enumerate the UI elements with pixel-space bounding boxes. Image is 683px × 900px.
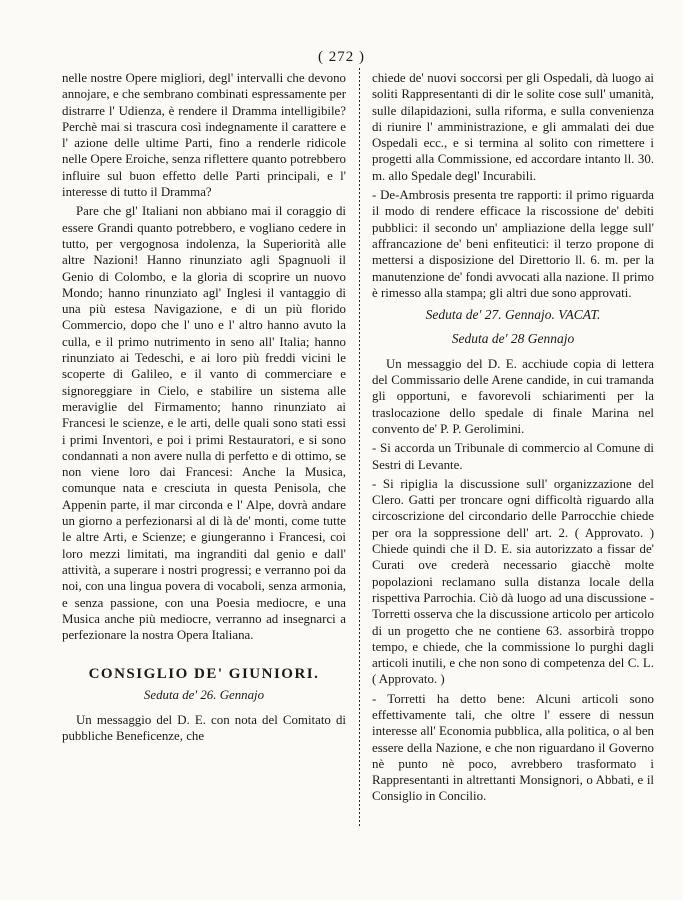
- right-paragraph-5: - Si ripiglia la discussione sull' organizzazione del Clero. Gatti per troncare ogni difficoltà riguardo alla circoscrizione del circondario delle Parrocchie chiede per ora la soppressione dell' art. 2. ( Approvato. ) Chiede quindi che il D. E. sia autorizzato a fissar de' Curati ove crederà necessario giacchè molte popolazioni reclamano sulla distanza locale della rispettiva Parrochia. Ciò dà luogo ad una discussione - Torretti osserva che la discussione articolo per articolo di un progetto che ne contiene 63. assorbirà troppo tempo, e chiede, che la commissione lo purghi dagli articoli inutili, e che non sono di competenza del C. L. ( Approvato. ): [372, 476, 654, 687]
- council-title: CONSIGLIO DE' GIUNIORI.: [88, 666, 320, 683]
- session-26-title: Seduta de' 26. Gennajo: [143, 687, 265, 702]
- right-paragraph-4: - Si accorda un Tribunale di commercio al Comune di Sestri di Levante.: [372, 441, 654, 472]
- right-paragraph-2: - De-Ambrosis presenta tre rapporti: il primo riguarda il modo di rendere efficace la riscossione de' debiti pubblici: il secondo un' ampliazione della legge sull' affrancazione de' beni enfiteutici: il terzo propone di mettersi a disposizione del Direttorio ll. 6. m. per la manutenzione de' fondi avvocati alla nazione. Il primo è rimesso alla stampa; gli altri due sono approvati.: [372, 188, 654, 300]
- left-paragraph-1: nelle nostre Opere migliori, degl' intervalli che devono annojare, e che sembrano combinati espressamente per distrarre l' Udienza, è rendere il Dramma intelligibile? Perchè mai si trascura così indegnamente il carattere e l' azione delle ultime Parti, fino a renderle ridicole nelle Opere Eroiche, senza riflettere quanto potrebbero influire sul buon effetto delle Parti principali, e l' interesse di tutto il Dramma?: [62, 71, 346, 200]
- page-number: ( 272 ): [318, 49, 365, 65]
- left-paragraph-2: Pare che gl' Italiani non abbiano mai il coraggio di essere Grandi quanto potrebbero, e vogliano cedere in tutto, per vergognosa indolenza, la Superiorità alle altre Nazioni! Hanno rinunziato agli Spagnuoli il Genio di Colombo, e la gloria di scoprire un nuovo Mondo; hanno rinunziato agl' Inglesi il vantaggio di una più estesa Navigazione, e di un più florido Commercio, dopo che l' uno e l' altro hanno avuto la culla, e il primo nutrimento in seno all' Italia; hanno rinunziato ai Tedeschi, e ai loro più freddi vicini le scoperte di Galileo, e il vanto di commerciare e signoreggiare in Cielo, e stabilire un sistema alle meraviglie del Firmamento; hanno rinunziato ai Francesi le scienze, e le arti, delle quali sono stati essi i primi Inventori, e poi i primi Restauratori, e si sono condannati a non avere nulla di perfetto e di ottimo, se non viene loro dai Francesi: Anche la Musica, comunque nata e cresciuta in questa Penisola, che Appenin parte, il mar circonda e l' Alpe, dovrà andare un giorno a perfezionarsi al di là de' monti, come tutte le altre Arti, e Scienze; e giungeranno i Francesi, coi loro mezzi limitati, ma ingranditi dal genio e dall' attività, a superare i nostri progressi; e verranno poi da noi, con una lingua povera di vocaboli, senza armonia, e senza passione, con una Poesia mediocre, e una Musica anche più mediocre, verranno ad insegnarci a perfezionare la nostra Opera Italiana.: [62, 204, 346, 643]
- session-28-title: Seduta de' 28 Gennajo: [451, 331, 575, 347]
- column-divider: [359, 68, 360, 828]
- right-paragraph-6: - Torretti ha detto bene: Alcuni articoli sono effettivamente tali, che oltre l' essere di nessun interesse all' Economia pubblica, alla politica, o al ben essere della Nazione, e che non riguardano il Governo nè punto nè poco, avrebbero trasformato i Rappresentanti in altrettanti Monsignori, o Abbati, e il Consiglio in Concilio.: [372, 691, 654, 804]
- left-closing-paragraph: Un messaggio del D. E. con nota del Comitato di pubbliche Beneficenze, che: [62, 712, 346, 744]
- right-paragraph-3: Un messaggio del D. E. acchiude copia di lettera del Commissario delle Arene candide, in cui tramanda gli opportuni, e favorevoli schiarimenti per la traslocazione dello spedale di finale Marina nel convento de' P. P. Gerolimini.: [372, 356, 654, 436]
- left-column: [62, 70, 346, 745]
- session-27-title: Seduta de' 27. Gennajo. VACAT.: [425, 307, 601, 323]
- right-column: [372, 70, 654, 805]
- right-paragraph-1: chiede de' nuovi soccorsi per gli Ospedali, dà luogo ai soliti Rappresentanti di dir le solite cose sull' umanità, sulle dilapidazioni, sulla riforma, e sulla convenienza di riunire l' amministrazione, e gli ammalati dei due Ospedali ecc., e si termina al solito con rimettere i progetti alla Commissione, ed accordare intanto ll. 30. m. allo Spedale degl' Incurabili.: [372, 71, 654, 183]
